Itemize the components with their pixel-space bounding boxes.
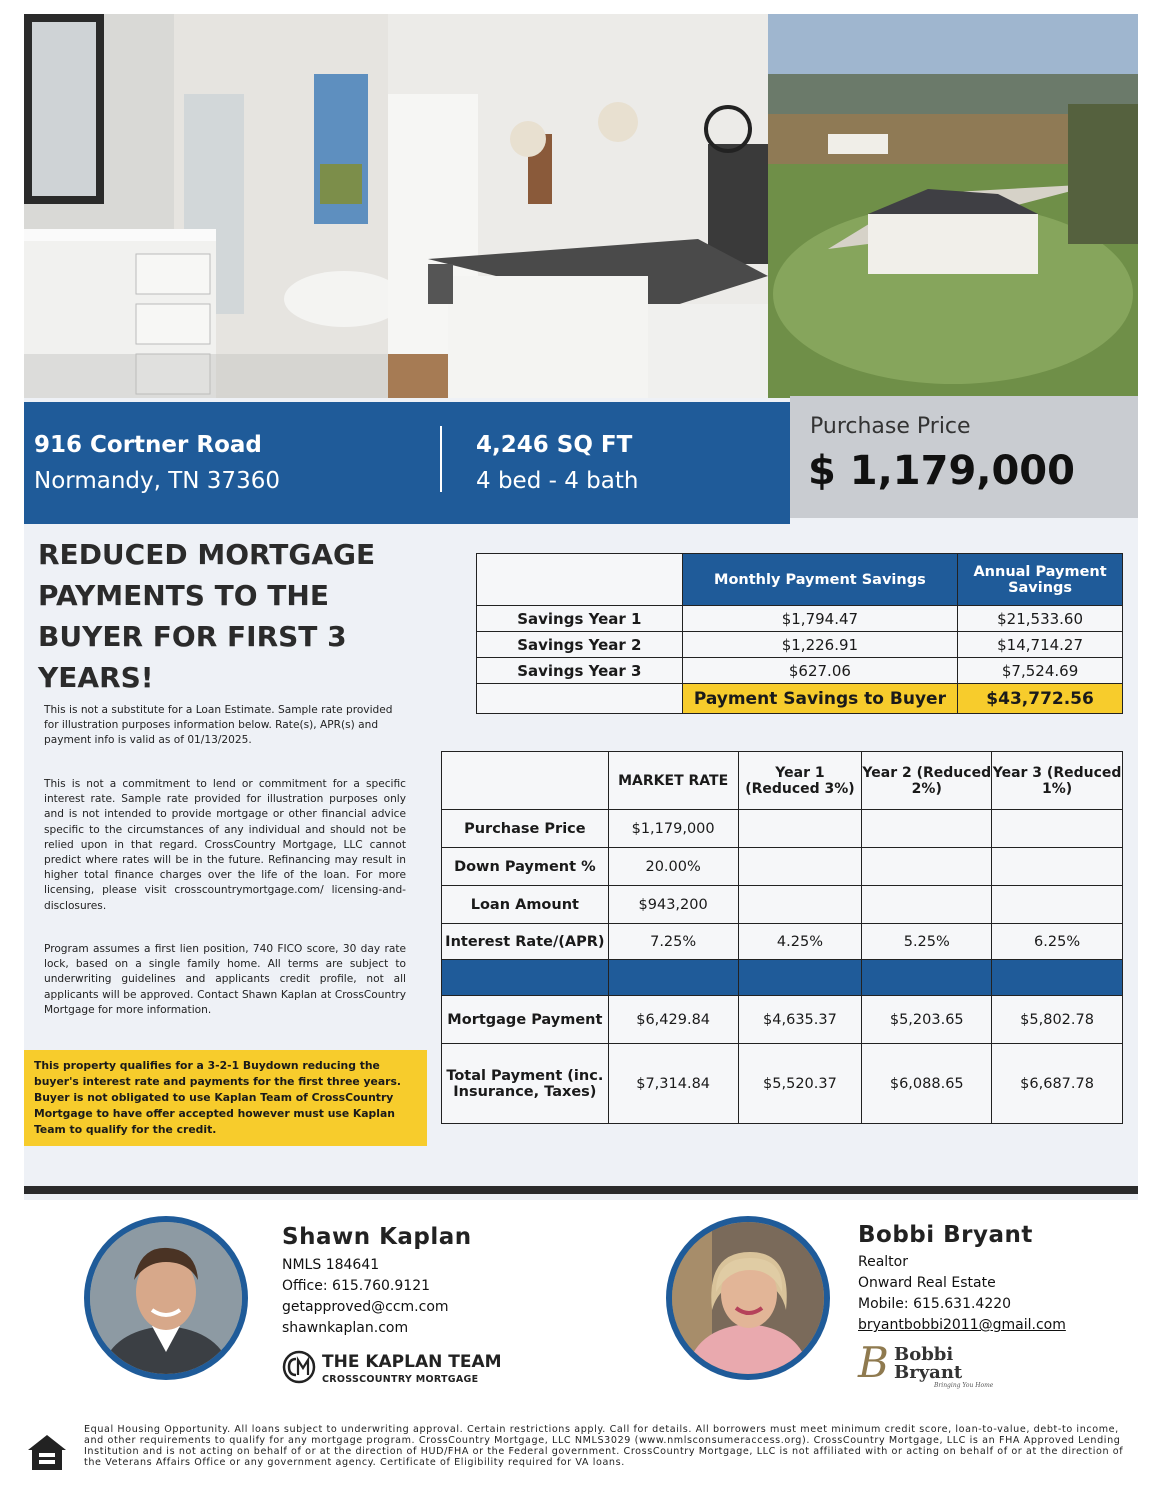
realtor-photo <box>666 1216 830 1380</box>
rates-cell: 20.00% <box>608 848 738 886</box>
rates-row <box>442 810 1123 848</box>
disclaimer-commitment: This is not a commitment to lend or commitment for a specific interest rate. Sample rate provided for illustration purposes only and is not intended to provide mortgage or other financial advice specific to the circumstances of any individual and should not be relied upon in that regard. CrossCountry Mortgage, LLC cannot predict where rates will be in the future. Refinancing may result in higher total finance charges over the life of the loan. For more licensing, please visit crosscountrymortgage.com/ licensing-and-disclosures. <box>44 778 406 912</box>
bathroom-photo <box>24 14 388 398</box>
rates-cell: $1,179,000 <box>608 810 738 848</box>
savings-monthly-cell: $1,226.91 <box>682 632 958 658</box>
rates-cell: $6,687.78 <box>992 1044 1123 1124</box>
kaplan-team-title: THE KAPLAN TEAM <box>322 1352 502 1372</box>
loan-officer-name: Shawn Kaplan <box>282 1224 472 1250</box>
rates-header-year1: Year 1 (Reduced 3%) <box>738 752 862 810</box>
savings-row-label: Savings Year 2 <box>477 632 683 658</box>
aerial-property-photo <box>768 14 1138 398</box>
rates-cell <box>738 886 862 924</box>
street-address: 916 Cortner Road <box>34 432 262 458</box>
city-state-zip: Normandy, TN 37360 <box>34 468 280 494</box>
savings-header-row <box>477 554 1123 606</box>
rates-cell: 7.25% <box>608 924 738 960</box>
savings-row <box>477 658 1123 684</box>
rates-header-year3: Year 3 (Reduced 1%) <box>992 752 1123 810</box>
rates-cell <box>738 810 862 848</box>
savings-total-value: $43,772.56 <box>958 684 1123 714</box>
band-divider <box>440 426 442 492</box>
savings-header-annual: Annual Payment Savings <box>958 554 1123 606</box>
rates-row <box>442 1044 1123 1124</box>
headline: REDUCED MORTGAGE PAYMENTS TO THE BUYER FOR FIRST 3 YEARS! <box>38 538 376 694</box>
rates-header-market: MARKET RATE <box>608 752 738 810</box>
savings-monthly-cell: $1,794.47 <box>682 606 958 632</box>
rates-row-label: Mortgage Payment <box>442 996 609 1044</box>
rates-cell: $4,635.37 <box>738 996 862 1044</box>
savings-total-label: Payment Savings to Buyer <box>682 684 958 714</box>
loan-officer-photo <box>84 1216 248 1380</box>
rates-cell <box>862 848 992 886</box>
rates-row-label: Down Payment % <box>442 848 609 886</box>
section-divider <box>24 1186 1138 1194</box>
buydown-note: This property qualifies for a 3-2-1 Buydown reducing the buyer's interest rate and payments for the first three years. Buyer is not obligated to use Kaplan Team of CrossCountry Mortgage to have offer accepted however must use Kaplan Team to qualify for the credit. <box>24 1050 427 1146</box>
kitchen-photo <box>388 14 768 398</box>
savings-row <box>477 606 1123 632</box>
rates-cell: $7,314.84 <box>608 1044 738 1124</box>
rates-row <box>442 848 1123 886</box>
rates-row-label: Interest Rate/(APR) <box>442 924 609 960</box>
rates-header-year2: Year 2 (Reduced 2%) <box>862 752 992 810</box>
realtor-company: Onward Real Estate <box>858 1275 996 1291</box>
bobbi-logo-tagline: Bringing You Home <box>934 1382 994 1389</box>
square-footage: 4,246 SQ FT <box>476 432 633 458</box>
rates-cell: $6,429.84 <box>608 996 738 1044</box>
savings-row-label: Savings Year 3 <box>477 658 683 684</box>
savings-annual-cell: $7,524.69 <box>958 658 1123 684</box>
savings-table <box>476 553 1123 714</box>
savings-monthly-cell: $627.06 <box>682 658 958 684</box>
rates-table <box>441 751 1123 1124</box>
loan-officer-phone: Office: 615.760.9121 <box>282 1278 431 1294</box>
rates-cell: $943,200 <box>608 886 738 924</box>
bobbi-logo-line2: Bryant <box>894 1362 963 1383</box>
purchase-price-box <box>790 396 1138 518</box>
savings-total-blank <box>477 684 683 714</box>
rates-cell: 5.25% <box>862 924 992 960</box>
rates-cell: $5,802.78 <box>992 996 1123 1044</box>
realtor-phone: Mobile: 615.631.4220 <box>858 1296 1012 1312</box>
loan-officer-nmls: NMLS 184641 <box>282 1257 380 1273</box>
savings-header-blank <box>477 554 683 606</box>
loan-officer-website: shawnkaplan.com <box>282 1320 409 1336</box>
rates-cell <box>738 848 862 886</box>
rates-header-blank <box>442 752 609 810</box>
purchase-price-value: $ 1,179,000 <box>808 448 1075 494</box>
legal-disclaimer: Equal Housing Opportunity. All loans subject to underwriting approval. Certain restrictions apply. Call for details. All borrowers must meet minimum credit score, loan-to-value, debt-to income, and other requirements to qualify for any mortgage program. CrossCountry Mortgage, LLC NMLS3029 (www.nmlsconsumeraccess.org). CrossCountry Mortgage, LLC is an FHA Approved Lending Institution and is not acting on behalf of or at the direction of HUD/FHA or the Federal government. CrossCountry Mortgage, LLC is not affiliated with or acting on behalf of or at the direction of the Veterans Affairs Office or any government agency. Certificate of Eligibility required for VA loans. <box>84 1424 1124 1468</box>
rates-cell <box>992 886 1123 924</box>
savings-row <box>477 632 1123 658</box>
purchase-price-label: Purchase Price <box>810 414 971 439</box>
bed-bath: 4 bed - 4 bath <box>476 468 639 494</box>
rates-cell: 6.25% <box>992 924 1123 960</box>
ccm-logo-icon <box>282 1350 316 1384</box>
rates-cell: 4.25% <box>738 924 862 960</box>
rates-cell <box>862 886 992 924</box>
property-info-band <box>24 402 790 524</box>
rates-row <box>442 924 1123 960</box>
rates-row <box>442 996 1123 1044</box>
rates-header-row <box>442 752 1123 810</box>
rates-cell: $6,088.65 <box>862 1044 992 1124</box>
realtor-email[interactable]: bryantbobbi2011@gmail.com <box>858 1317 1066 1333</box>
disclaimer-loan-estimate: This is not a substitute for a Loan Estimate. Sample rate provided for illustration purposes information below. Rate(s), APR(s) and payment info is valid as of 01/13/2025. <box>44 704 393 747</box>
disclaimer-program: Program assumes a first lien position, 740 FICO score, 30 day rate lock, based on a single family home. All terms are subject to underwriting guidelines and applicants credit profile, not all applicants will be approved. Contact Shawn Kaplan at CrossCountry Mortgage for more information. <box>44 943 406 1016</box>
kaplan-team-logo <box>282 1350 502 1390</box>
savings-annual-cell: $14,714.27 <box>958 632 1123 658</box>
rates-cell <box>992 848 1123 886</box>
bobbi-bryant-logo: B Bobbi Bryant Bringing You Home <box>858 1338 994 1389</box>
realtor-title: Realtor <box>858 1254 908 1270</box>
realtor-name: Bobbi Bryant <box>858 1222 1033 1248</box>
rates-row-label: Total Payment (inc. Insurance, Taxes) <box>442 1044 609 1124</box>
rates-separator-bar <box>442 960 1123 996</box>
savings-total-row <box>477 684 1123 714</box>
savings-annual-cell: $21,533.60 <box>958 606 1123 632</box>
rates-cell: $5,203.65 <box>862 996 992 1044</box>
rates-cell <box>992 810 1123 848</box>
rates-row-label: Loan Amount <box>442 886 609 924</box>
savings-row-label: Savings Year 1 <box>477 606 683 632</box>
rates-cell <box>862 810 992 848</box>
rates-cell: $5,520.37 <box>738 1044 862 1124</box>
loan-officer-email: getapproved@ccm.com <box>282 1299 449 1315</box>
rates-row-label: Purchase Price <box>442 810 609 848</box>
rates-row <box>442 886 1123 924</box>
savings-header-monthly: Monthly Payment Savings <box>682 554 958 606</box>
kaplan-team-company: CROSSCOUNTRY MORTGAGE <box>322 1374 479 1385</box>
equal-housing-icon <box>26 1432 68 1474</box>
bobbi-logo-line1: Bobbi <box>894 1344 954 1365</box>
